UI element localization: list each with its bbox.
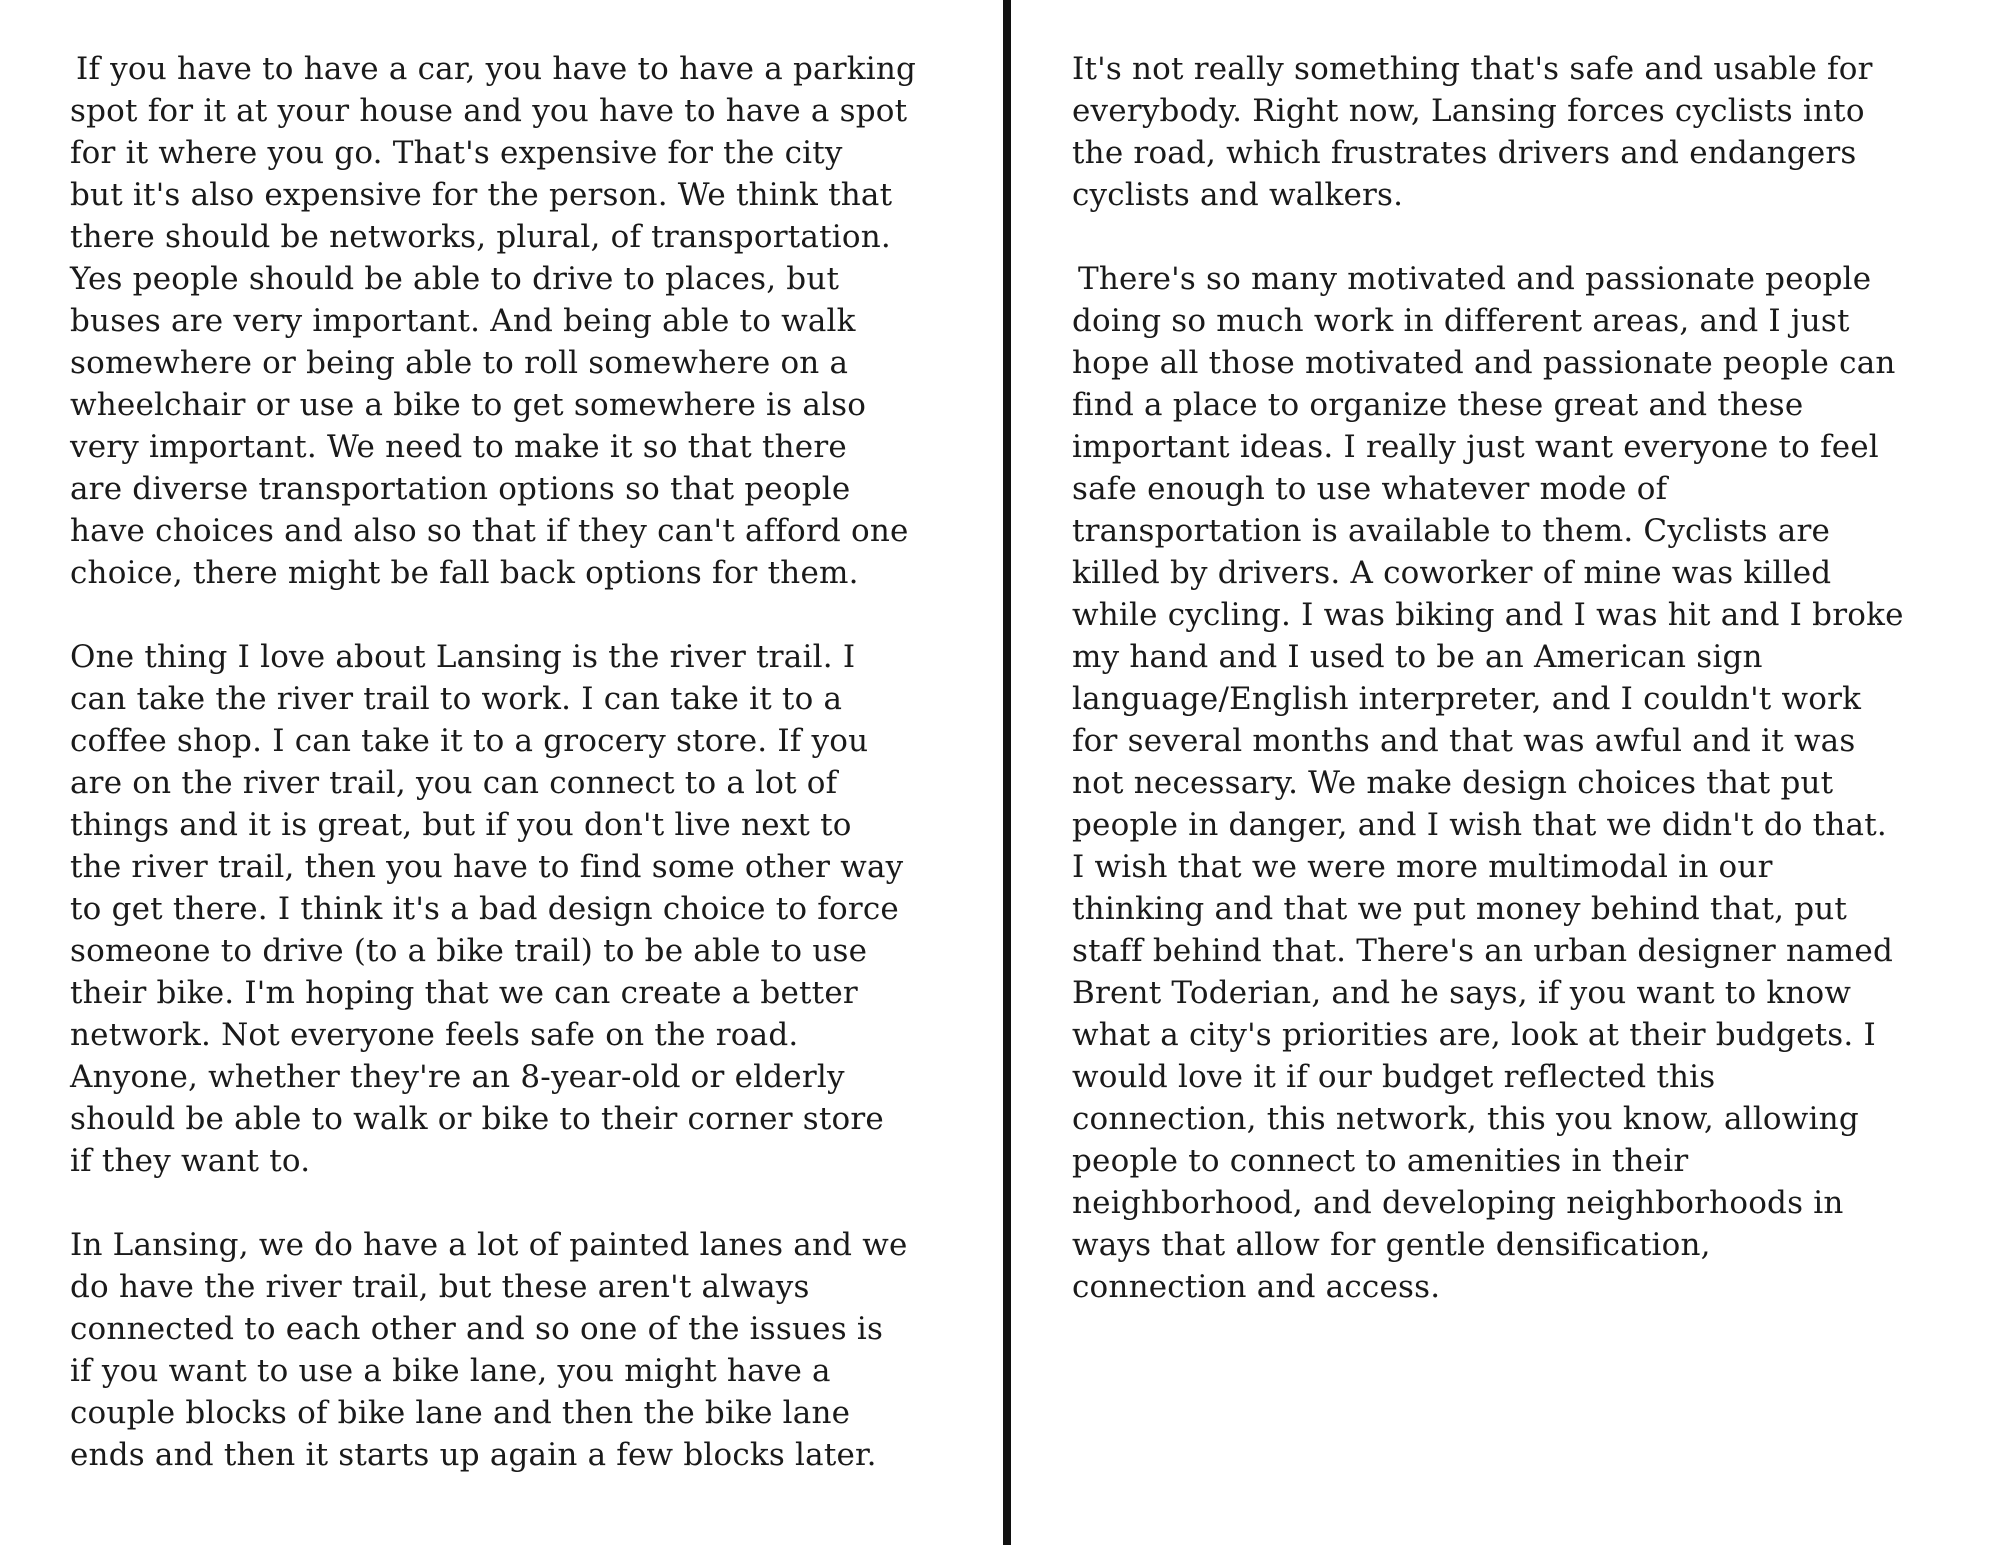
left-paragraph-1: If you have to have a car, you have to have a parking spot for it at your house and you have to have a spot for it where you go. That's expensive for the city but it's also expensive for the person. We think that there should be networks, plural, of transportation. Yes people should be able to drive to places, but buses are very important. And being able to walk somewhere or being able to roll somewhere on a wheelchair or use a bike to get somewhere is also very important. We need to make it so that there are diverse transportation options so that people have choices and also so that if they can't afford one choice, there might be fall back options for them. bbox=[70, 51, 917, 591]
right-paragraph-1: It's not really something that's safe and usable for everybody. Right now, Lansing forces cyclists into the road, which frustrates drivers and endangers cyclists and walkers. bbox=[1072, 51, 1873, 213]
left-paragraph-3: In Lansing, we do have a lot of painted lanes and we do have the river trail, but these aren't always connected to each other and so one of the issues is if you want to use a bike lane, you might have a couple blocks of bike lane and then the bike lane ends and then it starts up again a few blocks later. bbox=[70, 1227, 908, 1473]
left-column bbox=[70, 48, 950, 1518]
right-paragraph-2: There's so many motivated and passionate people doing so much work in different areas, and I just hope all those motivated and passionate people can find a place to organize these great and these important ideas. I really just want everyone to feel safe enough to use whatever mode of transportation is available to them. Cyclists are killed by drivers. A coworker of mine was killed while cycling. I was biking and I was hit and I broke my hand and I used to be an American sign language/English interpreter, and I couldn't work for several months and that was awful and it was not necessary. We make design choices that put people in danger, and I wish that we didn't do that. I wish that we were more multimodal in our thinking and that we put money behind that, put staff behind that. There's an urban designer named Brent Toderian, and he says, if you want to know what a city's priorities are, look at their budgets. I would love it if our budget reflected this connection, this network, this you know, allowing people to connect to amenities in their neighborhood, and developing neighborhoods in ways that allow for gentle densification, connection and access. bbox=[1072, 261, 1904, 1305]
left-paragraph-2: One thing I love about Lansing is the river trail. I can take the river trail to work. I can take it to a coffee shop. I can take it to a grocery store. If you are on the river trail, you can connect to a lot of things and it is great, but if you don't live next to the river trail, then you have to find some other way to get there. I think it's a bad design choice to force someone to drive (to a bike trail) to be able to use their bike. I'm hoping that we can create a better network. Not everyone feels safe on the road. Anyone, whether they're an 8-year-old or elderly should be able to walk or bike to their corner store if they want to. bbox=[70, 639, 904, 1179]
column-divider bbox=[1003, 0, 1011, 1545]
right-column bbox=[1072, 48, 1962, 1350]
